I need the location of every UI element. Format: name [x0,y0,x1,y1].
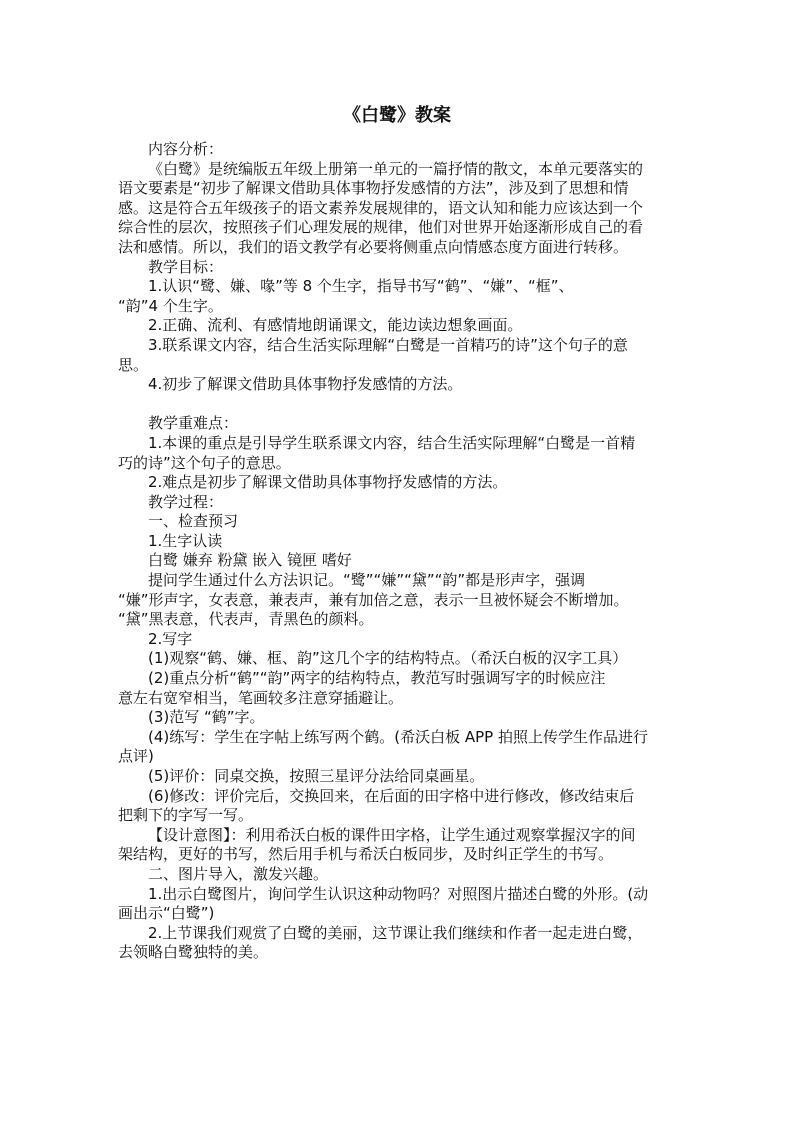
text-line: 法和感情。所以，我们的语文教学有必要将侧重点向情感态度方面进行转移。 [118,237,629,256]
text-line: 1.生字认读 [148,531,223,550]
text-line: “嫌”形声字，女表意，兼表声，兼有加倍之意，表示一旦被怀疑会不断增加。 [118,590,629,609]
text-line: 去领略白鹭独特的美。 [118,943,269,962]
text-line: 2.正确、流利、有感情地朗诵课文，能边读边想象画面。 [148,316,523,335]
text-line: 1.认识“鹭、嫌、喙”等 8 个生字，指导书写“鹤”、“嫌”、“框”、 [148,277,574,296]
text-line: (2)重点分析“鹤”“韵”两字的结构特点，教范写时强调写字的时候应注 [148,669,606,688]
text-line: (4)练写：学生在字帖上练写两个鹤。(希沃白板 APP 拍照上传学生作品进行 [148,727,648,746]
text-line: 语文要素是“初步了解课文借助具体事物抒发感情的方法”，涉及到了思想和情 [118,179,629,198]
text-line: 二、图片导入，激发兴趣。 [148,864,329,883]
text-line: (3)范写 “鹤”字。 [148,708,265,727]
text-line: 画出示“白鹭”) [118,904,215,923]
text-line: 把剩下的字写一写。 [118,806,254,825]
text-line: 点评) [118,747,154,766]
text-line: “黛”黑表意，代表声，青黑色的颜料。 [118,610,374,629]
text-line: 4.初步了解课文借助具体事物抒发感情的方法。 [148,375,463,394]
text-line: “韵”4 个生字。 [118,296,223,315]
document-title: 《白鹭》教案 [343,105,451,126]
text-line: 教学过程： [148,492,224,511]
text-line: 综合性的层次，按照孩子们心理发展的规律，他们对世界开始逐渐形成自己的看 [118,218,644,237]
text-line: 2.写字 [148,629,193,648]
text-line: 1.出示白鹭图片，询问学生认识这种动物吗？对照图片描述白鹭的外形。(动 [148,884,649,903]
text-line: 2.上节课我们观赏了白鹭的美丽，这节课让我们继续和作者一起走进白鹭， [148,923,643,942]
text-line: 思。 [118,355,149,374]
text-line: 教学目标： [148,257,224,276]
text-line: 1.本课的重点是引导学生联系课文内容，结合生活实际理解“白鹭是一首精 [148,433,636,452]
text-line: 教学重难点： [148,414,239,433]
blank-line [118,395,676,415]
text-line: 巧的诗”这个句子的意思。 [118,453,291,472]
text-line: 内容分析： [148,140,224,158]
text-line: 【设计意图】：利用希沃白板的课件田字格，让学生通过观察掌握汉字的间 [148,825,636,844]
text-line: (5)评价：同桌交换，按照三星评分法给同桌画星。 [148,767,485,785]
text-line: 2.难点是初步了解课文借助具体事物抒发感情的方法。 [148,473,508,492]
text-line: 感。这是符合五年级孩子的语文素养发展规律的，语文认知和能力应该达到一个 [118,198,644,217]
document-body [118,140,676,963]
text-line: 3.联系课文内容，结合生活实际理解“白鹭是一首精巧的诗”这个句子的意 [148,335,628,354]
text-line: 意左右宽窄相当，笔画较多注意穿插避让。 [118,688,404,707]
text-line: 《白鹭》是统编版五年级上册第一单元的一篇抒情的散文，本单元要落实的 [148,159,644,178]
text-line: (6)修改：评价完后，交换回来，在后面的田字格中进行修改，修改结束后 [148,786,635,805]
text-line: (1)观察“鹤、嫌、框、韵”这几个字的结构特点。（希沃白板的汉字工具） [148,649,628,668]
text-line: 一、检查预习 [148,512,239,531]
text-line: 架结构，更好的书写，然后用手机与希沃白板同步，及时纠正学生的书写。 [118,845,614,864]
text-line: 提问学生通过什么方法识记。“鹭”“嫌”“黛”“韵”都是形声字，强调 [148,571,586,590]
text-line: 白鹭 嫌弃 粉黛 嵌入 镜匣 嗜好 [148,551,352,570]
